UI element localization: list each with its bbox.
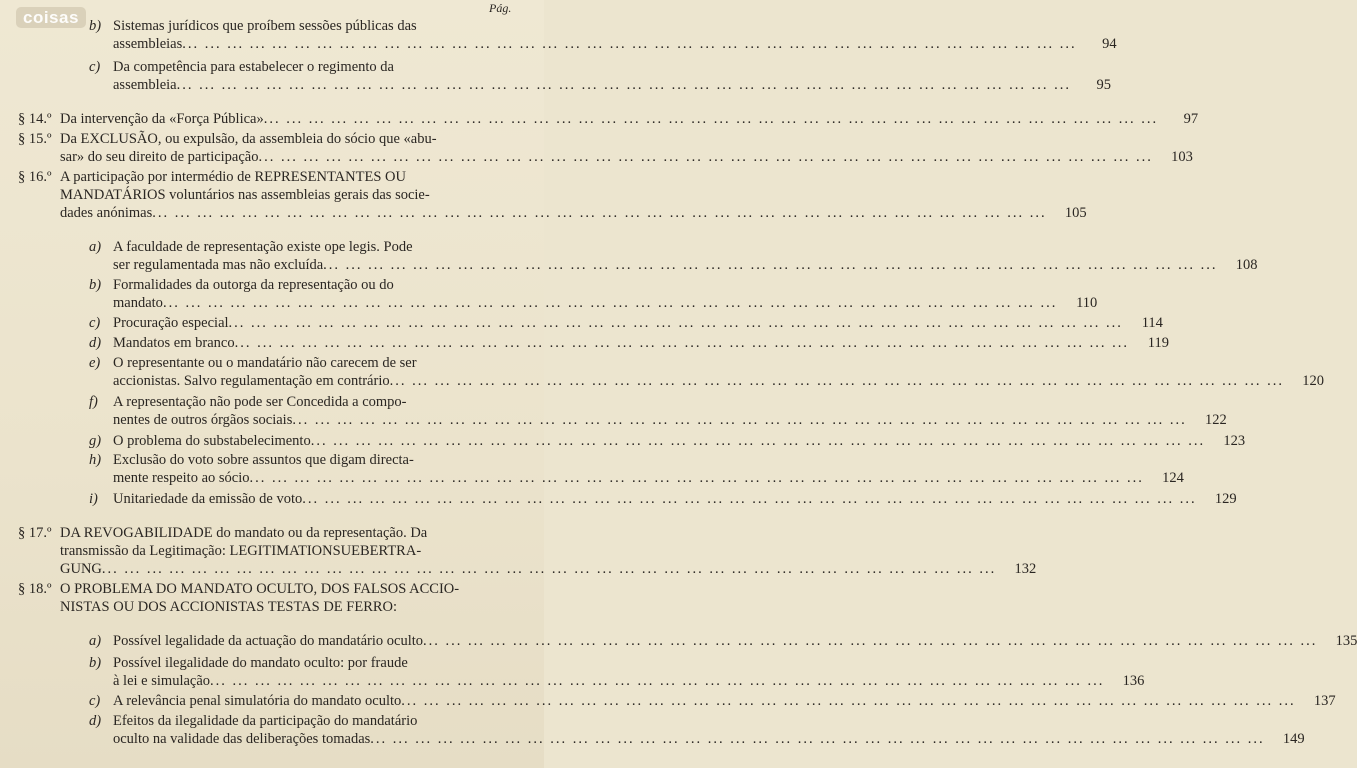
toc-entry-text: ser regulamentada mas não excluída (113, 257, 324, 273)
toc-entry-marker: b) (89, 277, 102, 293)
dot-leader: ... ... ... ... ... ... ... ... ... ... ... ... ... ... ... ... ... ... ... ... ... ... ... ... ... ... ... ... ... ... ... ... ... ... ... ... ... ... ... ... (176, 77, 1071, 93)
dot-leader: ... ... ... ... ... ... ... ... ... ... ... ... ... ... ... ... ... ... ... ... ... ... ... ... ... ... ... ... ... ... ... ... ... ... ... ... ... ... ... ... (258, 149, 1153, 165)
toc-page-number: 114 (1141, 315, 1163, 331)
toc-page-number: 122 (1204, 412, 1227, 428)
dot-leader: ... ... ... ... ... ... ... ... ... ... ... ... ... ... ... ... ... ... ... ... ... ... ... ... ... ... ... ... ... ... ... ... ... ... ... ... ... ... ... ... (210, 673, 1105, 689)
toc-page-number: 103 (1171, 149, 1193, 165)
toc-entry-marker: a) (89, 633, 102, 649)
toc-page-number: 105 (1064, 205, 1087, 221)
toc-page-number: 119 (1147, 335, 1169, 351)
toc-entry (18, 580, 515, 616)
toc-entry (89, 632, 1357, 650)
toc-entry-text: Mandatos em branco (113, 335, 235, 351)
toc-page-number: 124 (1162, 470, 1184, 486)
dot-leader: ... ... ... ... ... ... ... ... ... ... ... ... ... ... ... ... ... ... ... ... ... ... ... ... ... ... ... ... ... ... ... ... ... ... ... ... ... ... ... ... (249, 470, 1144, 486)
toc-entry (18, 130, 1193, 166)
toc-entry-marker: § 16.º (18, 169, 52, 185)
toc-entry (89, 712, 1305, 748)
toc-entry-text: Procuração especial (113, 315, 229, 331)
toc-entry-text: transmissão da Legitimação: LEGITIMATIONSUEBERTRA- (60, 543, 422, 559)
toc-entry (89, 451, 1184, 487)
toc-entry-text: Formalidades da outorga da representação ou do (113, 277, 394, 293)
toc-entry-text: assembleias (113, 36, 183, 52)
toc-entry-text: Efeitos da ilegalidade da participação do mandatário (113, 713, 418, 729)
toc-entry-marker: c) (89, 693, 101, 709)
toc-page-number: 149 (1282, 731, 1305, 747)
dot-leader: ... ... ... ... ... ... ... ... ... ... ... ... ... ... ... ... ... ... ... ... ... ... ... ... ... ... ... ... ... ... ... ... ... ... ... ... ... ... ... ... (228, 315, 1123, 331)
watermark-logo: coisas (16, 7, 86, 28)
toc-entry-marker: b) (89, 655, 102, 671)
toc-entry-text: oculto na validade das deliberações tomadas (113, 731, 371, 747)
toc-entry-marker: § 18.º (18, 581, 52, 597)
toc-entry-text: Unitariedade da emissão de voto (113, 491, 303, 507)
toc-entry-text: A participação por intermédio de REPRESENTANTES OU (60, 169, 406, 185)
toc-entry-text: A representação não pode ser Concedida a compo- (113, 394, 407, 410)
toc-entry-text: NISTAS OU DOS ACCIONISTAS TESTAS DE FERRO: (60, 599, 398, 615)
dot-leader: ... ... ... ... ... ... ... ... ... ... ... ... ... ... ... ... ... ... ... ... ... ... ... ... ... ... ... ... ... ... ... ... ... ... ... ... ... ... ... ... (292, 412, 1187, 428)
dot-leader: ... ... ... ... ... ... ... ... ... ... ... ... ... ... ... ... ... ... ... ... ... ... ... ... ... ... ... ... ... ... ... ... ... ... ... ... ... ... ... ... (389, 373, 1284, 389)
dot-leader: ... ... ... ... ... ... ... ... ... ... ... ... ... ... ... ... ... ... ... ... ... ... ... ... ... ... ... ... ... ... ... ... ... ... ... ... ... ... ... ... (234, 335, 1129, 351)
toc-entry (89, 393, 1227, 429)
toc-entry-marker: g) (89, 433, 102, 449)
toc-entry-marker: h) (89, 452, 102, 468)
toc-entry (89, 58, 1111, 94)
toc-entry (89, 314, 1163, 332)
toc-entry-text: O representante ou o mandatário não carecem de ser (113, 355, 417, 371)
toc-entry-text: GUNG (60, 561, 102, 577)
toc-entry-text: assembleia (113, 77, 177, 93)
toc-entry-marker: d) (89, 713, 102, 729)
dot-leader: ... ... ... ... ... ... ... ... ... ... ... ... ... ... ... ... ... ... ... ... ... ... ... ... ... ... ... ... ... ... ... ... ... ... ... ... ... ... ... ... (152, 205, 1047, 221)
toc-page-number: 120 (1302, 373, 1324, 389)
toc-entry-marker: d) (89, 335, 102, 351)
toc-entry-text: mandato (113, 295, 163, 311)
toc-entry (89, 654, 1145, 690)
toc-page-number: 135 (1335, 633, 1357, 649)
dot-leader: ... ... ... ... ... ... ... ... ... ... ... ... ... ... ... ... ... ... ... ... ... ... ... ... ... ... ... ... ... ... ... ... ... ... ... ... ... ... ... ... (323, 257, 1218, 273)
toc-entry-text: nentes de outros órgãos sociais (113, 412, 293, 428)
toc-entry-text: dades anónimas (60, 205, 153, 221)
dot-leader: ... ... ... ... ... ... ... ... ... ... ... ... ... ... ... ... ... ... ... ... ... ... ... ... ... ... ... ... ... ... ... ... ... ... ... ... ... ... ... ... (162, 295, 1058, 311)
toc-entry-text: Possível ilegalidade do mandato oculto: por fraude (113, 655, 408, 671)
toc-entry-marker: § 17.º (18, 525, 52, 541)
toc-page-number: 97 (1183, 111, 1199, 127)
toc-page-number: 132 (1014, 561, 1037, 577)
toc-page-number: 94 (1102, 36, 1117, 52)
toc-page-number: 136 (1122, 673, 1145, 689)
toc-entry-text: O problema do substabelecimento (113, 433, 311, 449)
toc-entry-text: à lei e simulação (113, 673, 211, 689)
dot-leader: ... ... ... ... ... ... ... ... ... ... ... ... ... ... ... ... ... ... ... ... ... ... ... ... ... ... ... ... ... ... ... ... ... ... ... ... ... ... ... ... (423, 633, 1318, 649)
toc-entry-text: O PROBLEMA DO MANDATO OCULTO, DOS FALSOS ACCIO- (60, 581, 460, 597)
toc-entry-text: A relevância penal simulatória do mandato oculto (113, 693, 402, 709)
dot-leader: ... ... ... ... ... ... ... ... ... ... ... ... ... ... ... ... ... ... ... ... ... ... ... ... ... ... ... ... ... ... ... ... ... ... ... ... ... ... ... ... (182, 36, 1077, 52)
toc-page-number: 110 (1076, 295, 1098, 311)
toc-entry (18, 524, 1037, 578)
toc-page-number: 95 (1096, 77, 1111, 93)
dot-leader: ... ... ... ... ... ... ... ... ... ... ... ... ... ... ... ... ... ... ... ... ... ... ... ... ... ... ... ... ... ... ... ... ... ... ... ... ... ... ... ... (370, 731, 1265, 747)
toc-entry-text: A faculdade de representação existe ope legis. Pode (113, 239, 413, 255)
toc-entry-text: MANDATÁRIOS voluntários nas assembleias gerais das socie- (60, 187, 430, 203)
toc-entry-text: accionistas. Salvo regulamentação em contrário (113, 373, 390, 389)
toc-entry (89, 334, 1169, 352)
toc-entry-text: Exclusão do voto sobre assuntos que digam directa- (113, 452, 414, 468)
toc-entry-marker: f) (89, 394, 98, 410)
page-column-header: Pág. (489, 1, 512, 15)
toc-entry (89, 692, 1336, 710)
toc-entry (89, 490, 1237, 508)
toc-page-number: 108 (1235, 257, 1258, 273)
toc-page-number: 129 (1214, 491, 1237, 507)
dot-leader: ... ... ... ... ... ... ... ... ... ... ... ... ... ... ... ... ... ... ... ... ... ... ... ... ... ... ... ... ... ... ... ... ... ... ... ... ... ... ... ... (101, 561, 997, 577)
toc-entry-text: Da intervenção da «Força Pública» (60, 111, 264, 127)
toc-entry-text: Sistemas jurídicos que proíbem sessões públicas das (113, 18, 417, 34)
toc-entry-marker: c) (89, 59, 101, 75)
dot-leader: ... ... ... ... ... ... ... ... ... ... ... ... ... ... ... ... ... ... ... ... ... ... ... ... ... ... ... ... ... ... ... ... ... ... ... ... ... ... ... ... (310, 433, 1206, 449)
toc-entry-marker: a) (89, 239, 102, 255)
toc-entry (89, 276, 1098, 312)
toc-page-number: 137 (1313, 693, 1336, 709)
toc-entry-marker: § 15.º (18, 131, 52, 147)
toc-entry-text: Da EXCLUSÃO, ou expulsão, da assembleia do sócio que «abu- (60, 131, 437, 147)
toc-entry (89, 17, 1117, 53)
toc-entry-marker: c) (89, 315, 101, 331)
dot-leader: ... ... ... ... ... ... ... ... ... ... ... ... ... ... ... ... ... ... ... ... ... ... ... ... ... ... ... ... ... ... ... ... ... ... ... ... ... ... ... ... (302, 491, 1197, 507)
toc-entry-marker: i) (89, 491, 98, 507)
toc-entry-marker: b) (89, 18, 102, 34)
toc-entry (18, 110, 1199, 128)
toc-page-number: 123 (1223, 433, 1246, 449)
dot-leader: ... ... ... ... ... ... ... ... ... ... ... ... ... ... ... ... ... ... ... ... ... ... ... ... ... ... ... ... ... ... ... ... ... ... ... ... ... ... ... ... (401, 693, 1296, 709)
toc-entry-marker: e) (89, 355, 101, 371)
toc-entry-marker: § 14.º (18, 111, 52, 127)
toc-entry (89, 354, 1324, 390)
toc-entry (89, 432, 1246, 450)
toc-entry-text: sar» do seu direito de participação (60, 149, 259, 165)
toc-entry-text: Da competência para estabelecer o regimento da (113, 59, 394, 75)
toc-entry-text: mente respeito ao sócio (113, 470, 250, 486)
toc-entry-text: Possível legalidade da actuação do mandatário oculto (113, 633, 424, 649)
toc-entry (18, 168, 1087, 222)
toc-entry (89, 238, 1258, 274)
toc-entry-text: DA REVOGABILIDADE do mandato ou da representação. Da (60, 525, 428, 541)
dot-leader: ... ... ... ... ... ... ... ... ... ... ... ... ... ... ... ... ... ... ... ... ... ... ... ... ... ... ... ... ... ... ... ... ... ... ... ... ... ... ... ... (263, 111, 1159, 127)
